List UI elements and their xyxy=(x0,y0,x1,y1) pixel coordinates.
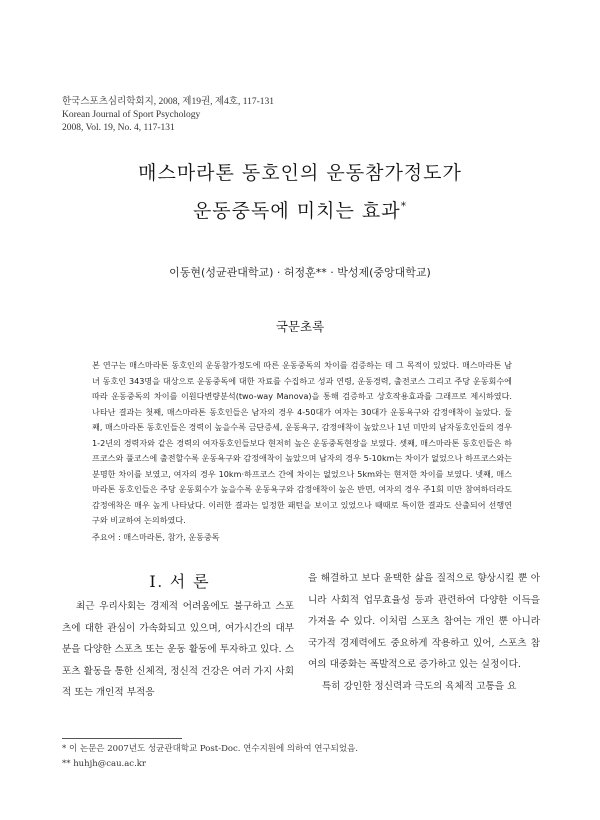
journal-line-volume: 2008, Vol. 19, No. 4, 117-131 xyxy=(62,123,175,133)
journal-line-english: Korean Journal of Sport Psychology xyxy=(62,110,201,120)
author-list: 이동현(성균관대학교) · 허정훈** · 박성제(중앙대학교) xyxy=(169,266,431,279)
body-column-left xyxy=(62,596,294,704)
intro-paragraph-1: 최근 우리사회는 경제적 어려움에도 불구하고 스포츠에 대한 관심이 가속화되고 있으며, 여가시간의 대부분을 다양한 스포츠 또는 운동 활동에 투자하고 있다. 스포츠 활동을 통한 신체적, 정신적 건강은 여러 가지 사회적 또는 개인적 부적응 xyxy=(62,601,294,698)
intro-paragraph-2: 특히 강인한 정신력과 극도의 육체적 고통을 요 xyxy=(322,680,517,692)
section-title-introduction: Ⅰ. 서 론 xyxy=(149,574,211,591)
body-column-right xyxy=(308,568,540,697)
paper-title-line2-text: 운동중독에 미치는 효과 xyxy=(192,200,401,222)
footnote-email: ** huhjh@cau.ac.kr xyxy=(62,759,146,769)
keywords: 주요어 : 매스마라톤, 참가, 운동중독 xyxy=(92,532,220,542)
footnotes xyxy=(62,742,358,772)
paper-title-line1: 매스마라톤 동호인의 운동참가정도가 xyxy=(138,162,462,184)
abstract-heading: 국문초록 xyxy=(275,319,325,334)
abstract-body: 본 연구는 매스마라톤 동호인의 운동참가정도에 따른 운동중독의 차이를 검증하는 데 그 목적이 있었다. 매스마라톤 남녀 동호인 343명을 대상으로 운동중독에 대한 자료를 수집하고 성과 연령, 운동경력, 출전코스 그리고 주당 운동회수에 따라 운동중독의 차이를 이원다변량분석(two-way Manova)을 통해 검증하고 상호작용효과를 그래프로 제시하였다. 나타난 결과는 첫째, 매스마라톤 동호인들은 남자의 경우 4-50대가 여자는 30대가 운동욕구와 감정애착이 높았다. 둘째, 매스마라톤 동호인들은 경력이 높을수록 금단증세, 운동욕구, 감정애착이 높았으나 1년 미만의 남자동호인들의 경우 1-2년의 경력자와 같은 경력의 여자동호인들보다 현저히 높은 운동중독현장을 보였다. 셋째, 매스마라톤 동호인들은 하프코스와 풀코스에 출전할수록 운동욕구와 감정애착이 높았으며 남자의 경우 5-10km는 차이가 없었으나 하프코스와는 분명한 차이를 보였고, 여자의 경우 10km·하프코스 간에 차이는 없었으나 5km와는 현저한 차이를 보였다. 넷째, 매스마라톤 동호인들은 주당 운동회수가 높을수록 운동욕구와 감정애착이 높은 반면, 여자의 경우 주1회 미만 참여하더라도 감정애착은 매우 높게 나타났다. 이러한 결과는 일정한 패턴을 보이고 있었으나 때때로 특이한 결과도 산출되어 선행연구와 비교하여 논의하였다. xyxy=(92,360,512,525)
journal-info xyxy=(62,96,274,135)
footnote-funding: * 이 논문은 2007년도 성균관대학교 Post-Doc. 연수지원에 의하여 연구되었음. xyxy=(62,744,359,754)
footnote-divider xyxy=(62,738,182,739)
intro-paragraph-1-continued: 을 해결하고 보다 윤택한 삶을 질적으로 향상시킬 뿐 아니라 사회적 업무효율성 등과 관련하여 다양한 이득을 가져올 수 있다. 이처럼 스포츠 참여는 개인 뿐 아니라 국가적 경제력에도 중요하게 작용하고 있어, 스포츠 참여의 대중화는 폭발적으로 증가하고 있는 실정이다. xyxy=(308,573,540,670)
journal-line-korean: 한국스포츠심리학회지, 2008, 제19권, 제4호, 117-131 xyxy=(62,97,275,107)
paper-title-line2 xyxy=(0,196,600,223)
title-footnote-marker: * xyxy=(400,199,408,213)
